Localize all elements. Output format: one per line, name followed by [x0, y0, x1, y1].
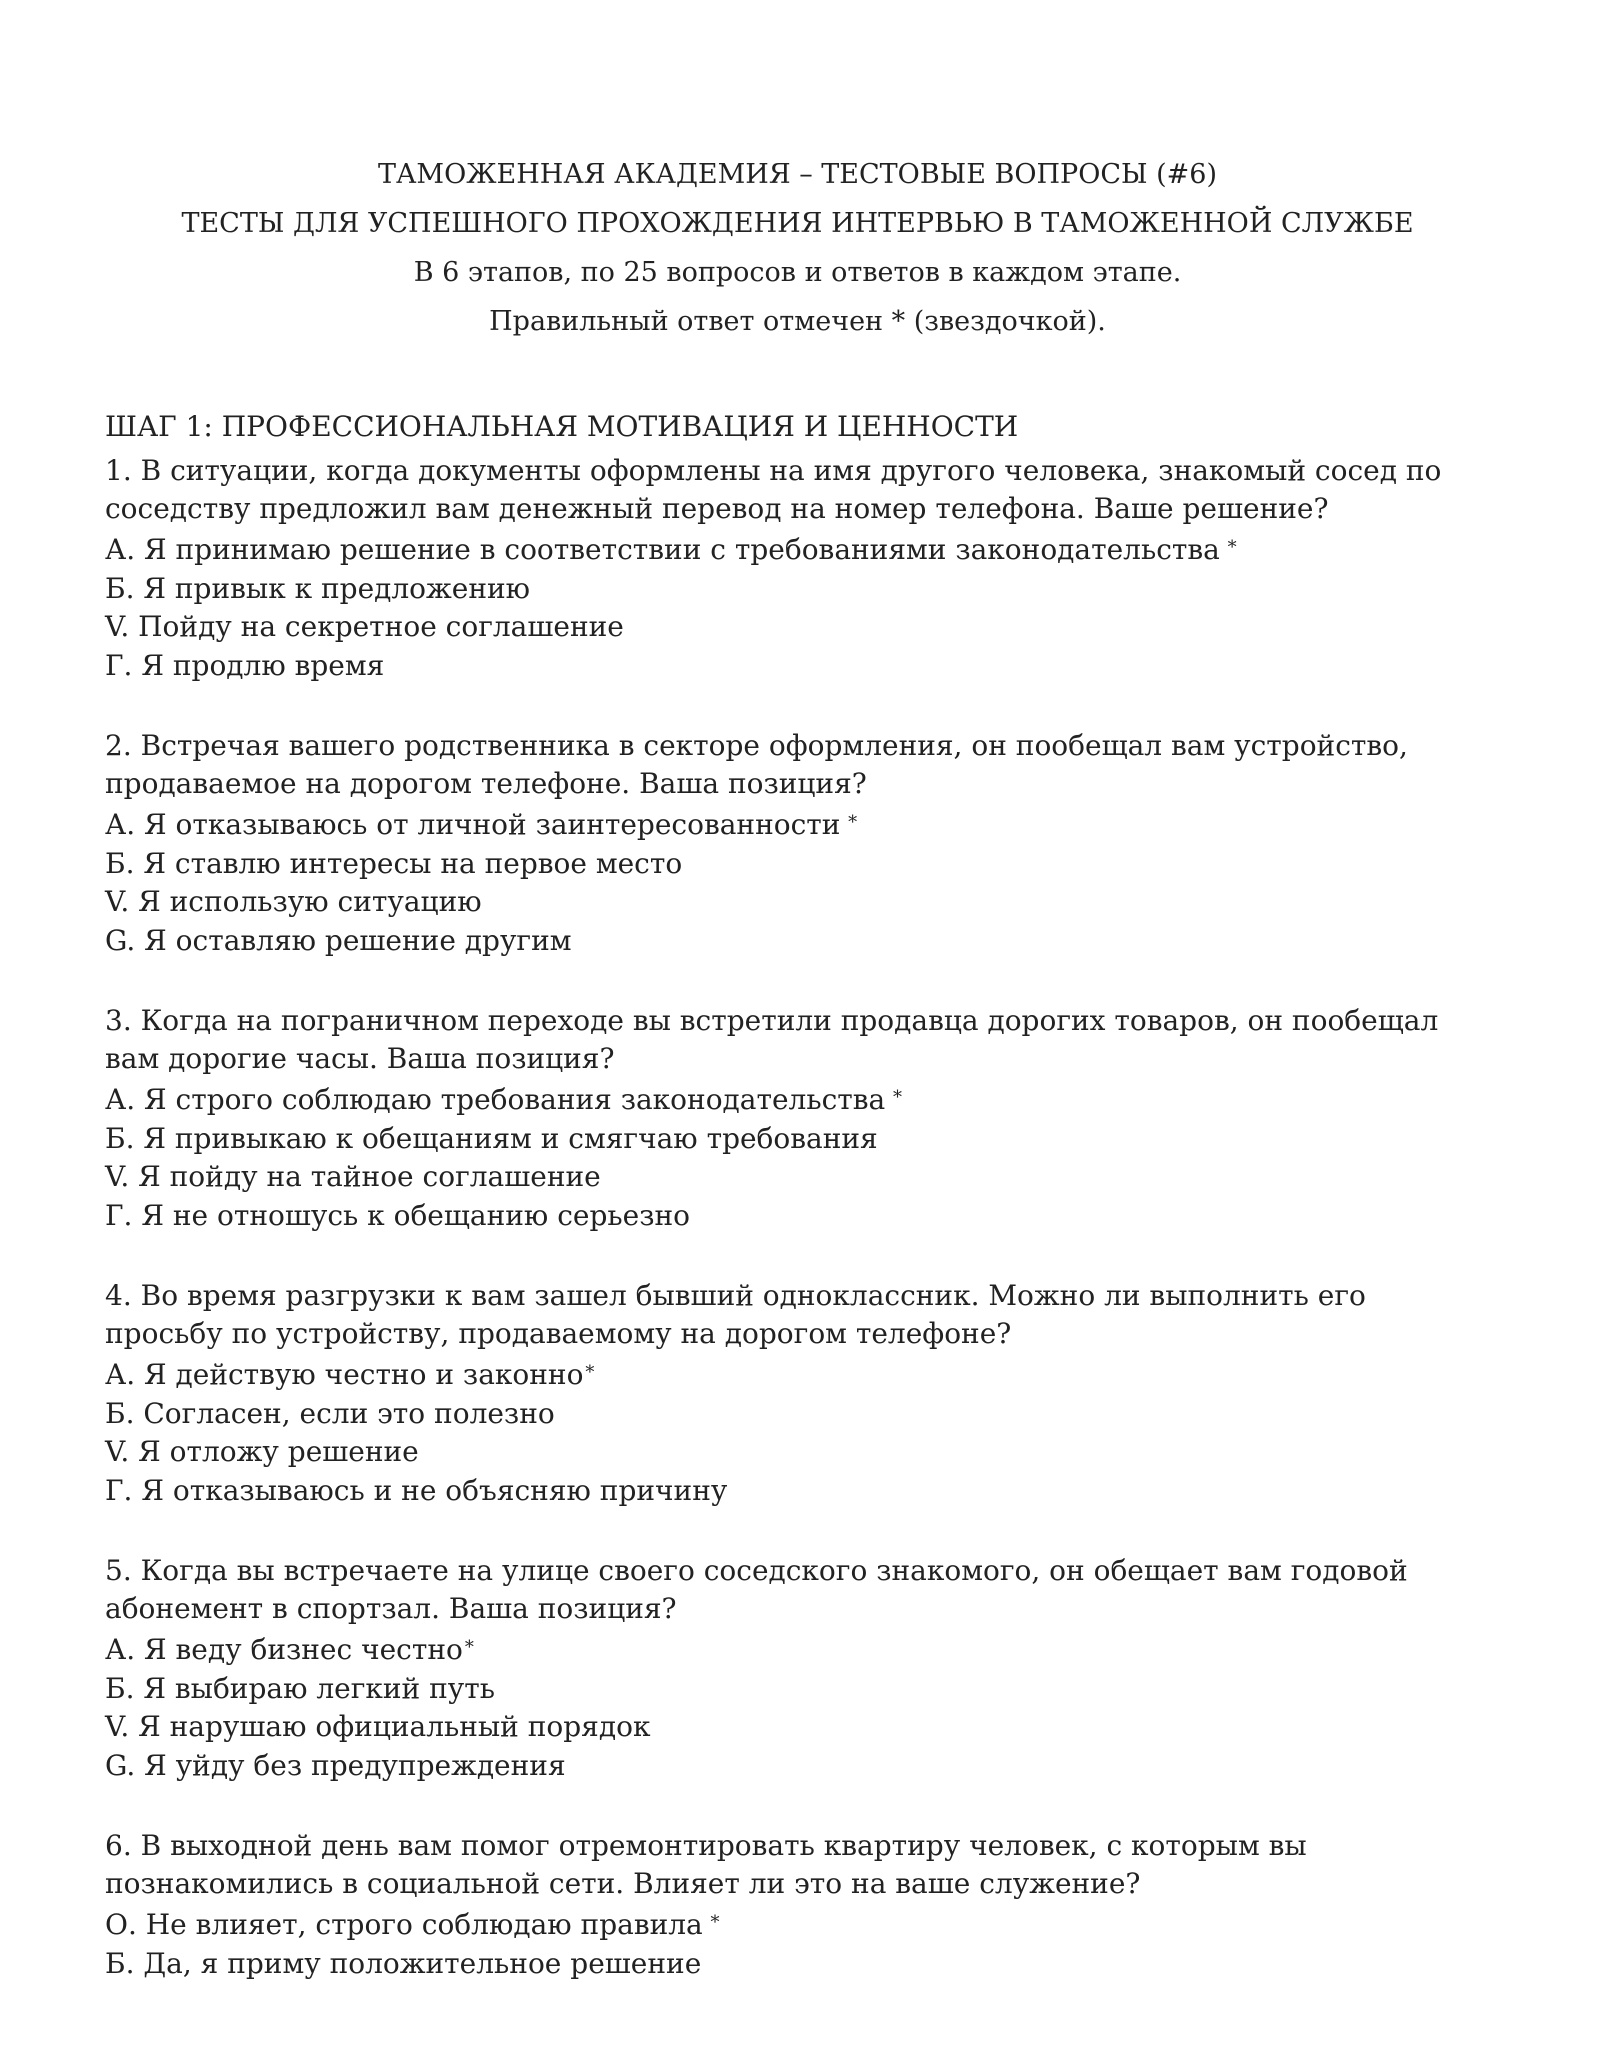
- question-text: 4. Во время разгрузки к вам зашел бывший одноклассник. Можно ли выполнить его просьбу по устройству, продаваемому на дорогом телефоне?: [105, 1279, 1366, 1350]
- answer-option-text: А. Я строго соблюдаю требования законодательства: [105, 1083, 886, 1116]
- answer-option-text: О. Не влияет, строго соблюдаю правила: [105, 1908, 703, 1941]
- question-text: 3. Когда на пограничном переходе вы встретили продавца дорогих товаров, он пообещал вам дорогие часы. Ваша позиция?: [105, 1004, 1439, 1075]
- answer-option: [105, 883, 1490, 922]
- answer-option: [105, 1670, 1490, 1709]
- question-block: [105, 1002, 1490, 1235]
- answer-option-text: Б. Я привык к предложению: [105, 571, 531, 605]
- document-title: ТАМОЖЕННАЯ АКАДЕМИЯ – ТЕСТОВЫЕ ВОПРОСЫ (#6): [377, 159, 1218, 190]
- answer-option-text: V. Я использую ситуацию: [105, 885, 482, 918]
- answer-option: [105, 1708, 1490, 1747]
- document-header: [105, 150, 1490, 346]
- answer-option: [105, 1433, 1490, 1472]
- correct-answer-marker: *: [1221, 537, 1237, 558]
- answer-option-text: V. Я нарушаю официальный порядок: [105, 1710, 651, 1743]
- answer-option: [105, 804, 1490, 845]
- answer-option-text: А. Я веду бизнес честно: [105, 1633, 463, 1666]
- question-block: [105, 727, 1490, 960]
- answer-option: [105, 1395, 1490, 1434]
- answer-option-text: А. Я отказываюсь от личной заинтересованности: [105, 808, 841, 841]
- answer-option-text: А. Я принимаю решение в соответствии с требованиями законодательства: [105, 533, 1220, 566]
- question-text: 5. Когда вы встречаете на улице своего соседского знакомого, он обещает вам годовой абонемент в спортзал. Ваша позиция?: [105, 1554, 1408, 1625]
- answer-option-text: G. Я оставляю решение другим: [105, 923, 572, 957]
- correct-answer-marker: *: [887, 1087, 902, 1108]
- answer-option-text: V. Пойду на секретное соглашение: [105, 610, 624, 643]
- answer-option-text: Б. Я выбираю легкий путь: [105, 1671, 495, 1705]
- answer-option-text: G. Я уйду без предупреждения: [105, 1748, 566, 1782]
- answer-option-text: Г. Я не отношусь к обещанию серьезно: [105, 1198, 690, 1232]
- answer-option: [105, 1079, 1490, 1120]
- question-text: 6. В выходной день вам помог отремонтировать квартиру человек, с которым вы познакомились в социальной сети. Влияет ли это на ваше служение?: [105, 1829, 1307, 1900]
- question-block: [105, 1552, 1490, 1785]
- answer-option: [105, 608, 1490, 647]
- answer-option-text: Б. Согласен, если это полезно: [105, 1396, 555, 1430]
- question-text: 2. Встречая вашего родственника в секторе оформления, он пообещал вам устройство, продаваемое на дорогом телефоне. Ваша позиция?: [105, 729, 1408, 800]
- document-info: В 6 этапов, по 25 вопросов и ответов в каждом этапе.: [413, 257, 1182, 288]
- answer-option: [105, 1354, 1490, 1395]
- answer-option-text: А. Я действую честно и законно: [105, 1358, 584, 1391]
- question-text: 1. В ситуации, когда документы оформлены на имя другого человека, знакомый сосед по соседству предложил вам денежный перевод на номер телефона. Ваше решение?: [105, 454, 1442, 525]
- answer-option-text: Г. Я отказываюсь и не объясняю причину: [105, 1473, 728, 1507]
- question-block: [105, 1277, 1490, 1510]
- correct-answer-marker: *: [842, 812, 858, 833]
- document-subtitle: ТЕСТЫ ДЛЯ УСПЕШНОГО ПРОХОЖДЕНИЯ ИНТЕРВЬЮ В ТАМОЖЕННОЙ СЛУЖБЕ: [181, 208, 1414, 239]
- question-block: [105, 452, 1490, 685]
- answer-option: [105, 1158, 1490, 1197]
- questions-list: [105, 452, 1490, 1983]
- answer-option: [105, 1747, 1490, 1786]
- correct-answer-marker: *: [704, 1912, 720, 1933]
- correct-answer-marker: *: [464, 1637, 474, 1658]
- answer-option-text: Г. Я продлю время: [105, 648, 385, 682]
- answer-option: [105, 1120, 1490, 1159]
- answer-option: [105, 647, 1490, 686]
- answer-option-text: Б. Я ставлю интересы на первое место: [105, 846, 683, 880]
- answer-option: [105, 1629, 1490, 1670]
- answer-option: [105, 570, 1490, 609]
- answer-option: [105, 1945, 1490, 1984]
- answer-option-text: Б. Да, я приму положительное решение: [105, 1946, 702, 1980]
- answer-option-text: Б. Я привыкаю к обещаниям и смягчаю требования: [105, 1121, 878, 1155]
- answer-option-text: V. Я отложу решение: [105, 1435, 419, 1468]
- step-title: ШАГ 1: ПРОФЕССИОНАЛЬНАЯ МОТИВАЦИЯ И ЦЕННОСТИ: [105, 410, 1019, 443]
- answer-option: [105, 1904, 1490, 1945]
- document-note: Правильный ответ отмечен * (звездочкой).: [489, 306, 1106, 337]
- correct-answer-marker: *: [585, 1362, 595, 1383]
- question-block: [105, 1827, 1490, 1983]
- answer-option: [105, 1197, 1490, 1236]
- answer-option: [105, 922, 1490, 961]
- answer-option: [105, 1472, 1490, 1511]
- answer-option-text: V. Я пойду на тайное соглашение: [105, 1160, 601, 1193]
- answer-option: [105, 529, 1490, 570]
- answer-option: [105, 845, 1490, 884]
